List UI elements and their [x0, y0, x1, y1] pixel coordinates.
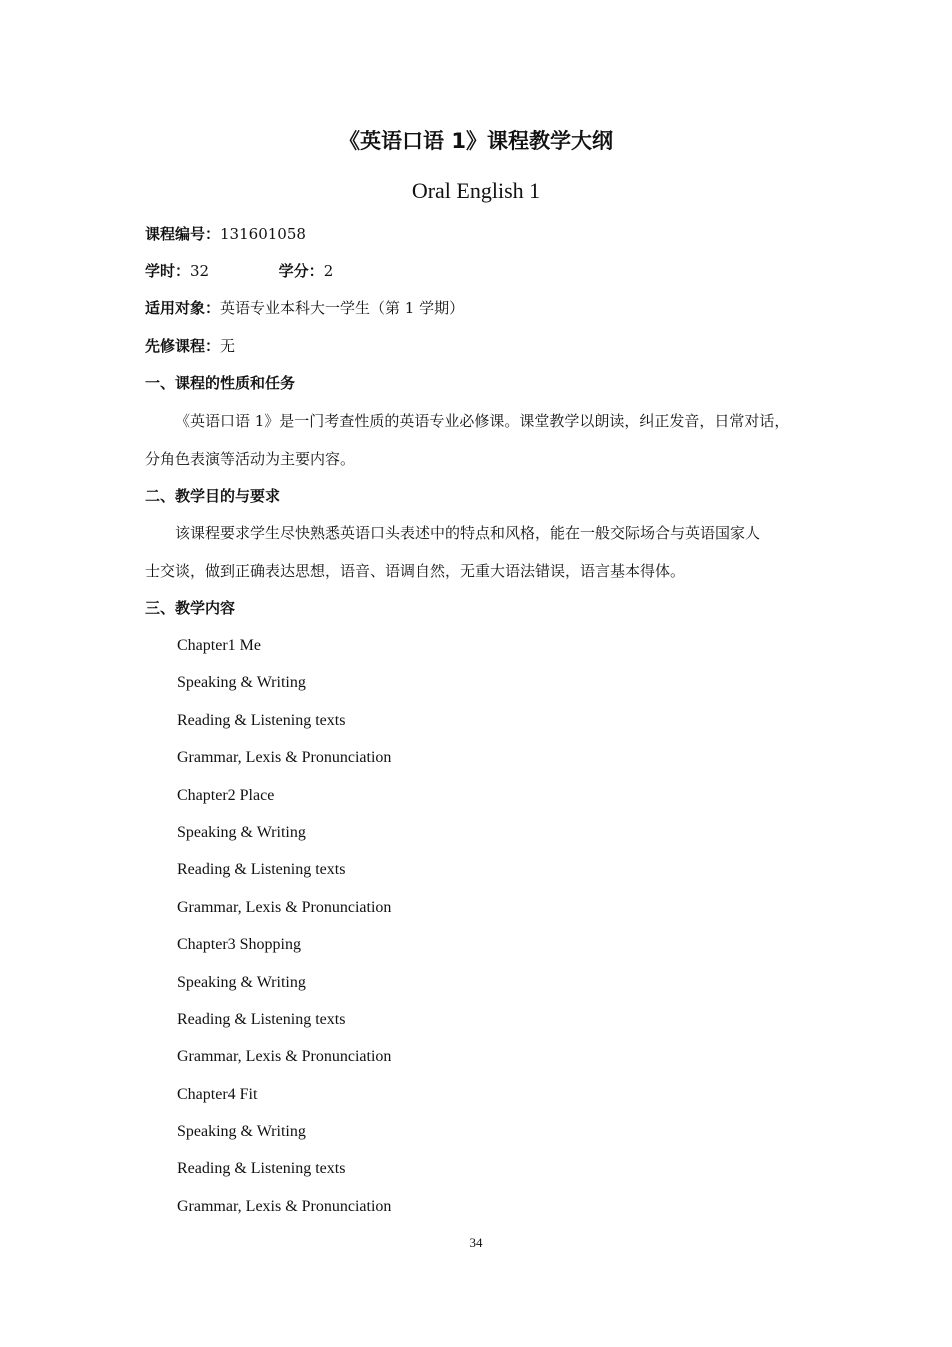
hours-credits-row — [145, 260, 333, 282]
course-code-row — [145, 223, 306, 245]
contents-item: Grammar, Lexis & Pronunciation — [177, 1048, 392, 1066]
section-heading-goals: 二、教学目的与要求 — [145, 487, 281, 505]
contents-item: Speaking & Writing — [177, 823, 306, 841]
contents-item: Speaking & Writing — [177, 1123, 306, 1141]
contents-item: Chapter1 Me — [177, 637, 261, 654]
audience-label: 适用对象： — [145, 299, 221, 317]
section-heading-nature: 一、课程的性质和任务 — [145, 374, 296, 392]
credits-value: 2 — [323, 262, 334, 280]
contents-item: Chapter3 Shopping — [177, 936, 301, 954]
document-title: 《英语口语 1》课程教学大纲 — [339, 129, 613, 153]
contents-item: Reading & Listening texts — [177, 1160, 346, 1178]
contents-item: Chapter2 Place — [177, 786, 275, 804]
contents-item: Grammar, Lexis & Pronunciation — [177, 1197, 392, 1215]
contents-item: Grammar, Lexis & Pronunciation — [177, 898, 392, 916]
page-number: 34 — [469, 1235, 483, 1250]
credits-label: 学分： — [278, 262, 324, 280]
course-code-value: 131601058 — [220, 225, 306, 243]
contents-item: Grammar, Lexis & Pronunciation — [177, 749, 392, 767]
contents-item: Reading & Listening texts — [177, 711, 346, 729]
section-nature-para-line2: 分角色表演等活动为主要内容。 — [145, 450, 356, 468]
section-goals-para-line1: 该课程要求学生尽快熟悉英语口头表述中的特点和风格，能在一般交际场合与英语国家人 — [175, 524, 761, 542]
hours-label: 学时： — [145, 262, 191, 280]
contents-item: Speaking & Writing — [177, 973, 306, 991]
prereq-value: 无 — [220, 337, 236, 355]
section-goals-para-line2: 士交谈，做到正确表达思想，语音、语调自然，无重大语法错误，语言基本得体。 — [145, 562, 686, 580]
contents-item: Reading & Listening texts — [177, 1010, 346, 1028]
audience-row — [145, 297, 464, 319]
document-subtitle: Oral English 1 — [411, 178, 541, 203]
prereq-row — [145, 335, 235, 357]
contents-item: Reading & Listening texts — [177, 861, 346, 879]
section-nature-para-line1: 《英语口语 1》是一门考查性质的英语专业必修课。课堂教学以朗读，纠正发音，日常对话， — [175, 412, 790, 430]
audience-value: 英语专业本科大一学生（第 1 学期） — [220, 299, 465, 317]
contents-item: Chapter4 Fit — [177, 1085, 258, 1103]
contents-item: Speaking & Writing — [177, 674, 306, 692]
prereq-label: 先修课程： — [145, 337, 221, 355]
hours-value: 32 — [190, 262, 210, 280]
section-heading-contents: 三、教学内容 — [145, 599, 236, 617]
contents-list — [177, 635, 391, 1233]
course-code-label: 课程编号： — [145, 225, 221, 243]
